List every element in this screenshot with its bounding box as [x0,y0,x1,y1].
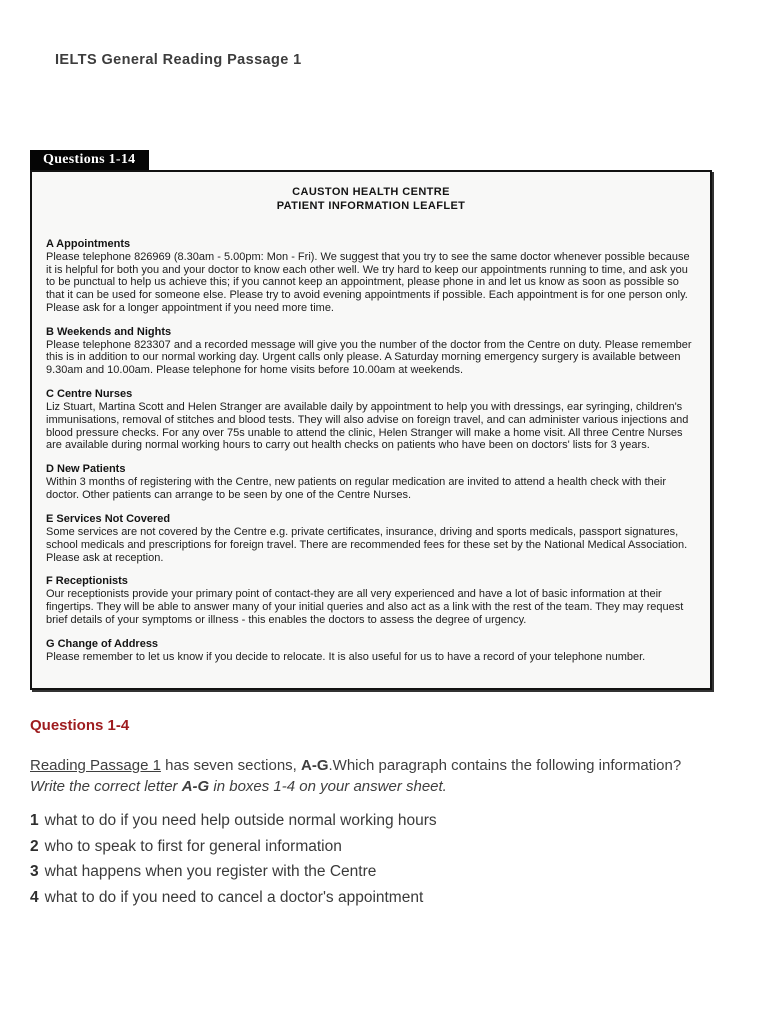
leaflet-section-services-not-covered [46,513,696,564]
question-items [30,808,710,910]
section-title: E Services Not Covered [46,512,171,525]
section-title: C Centre Nurses [46,387,133,400]
reading-passage-reference: Reading Passage 1 [30,757,161,774]
section-body: Please telephone 823307 and a recorded message will give you the number of the doctor from the Centre on duty. Please remember this is in addition to our normal working day. Urgent calls only please. A Saturday morning emergency surgery is available between 9.30am and 10.00am. Please telephone for home visits before 10.00am at weekends. [46,338,692,377]
leaflet-section-appointments [46,238,696,315]
section-body: Our receptionists provide your primary point of contact-they are all very experienced and have a lot of basic information at their fingertips. They will be able to answer many of your initial queries and also act as a link with the rest of the team. They may request brief details of your symptoms or illness - this enables the doctors to assess the degree of urgency. [46,588,684,626]
leaflet-section-weekends-nights [46,326,696,377]
leaflet-heading [46,185,696,214]
leaflet-section-receptionists [46,575,696,626]
section-body: Some services are not covered by the Centre e.g. private certificates, insurance, driving and sports medicals, passport signatures, school medicals and prescriptions for foreign travel. There are recommended fees for these set by the National Medical Association. Please ask at reception. [46,526,688,564]
section-range: A-G [301,757,329,774]
leaflet-section-new-patients [46,463,696,502]
instruction-mid: has seven sections, [160,757,302,774]
section-body: Please telephone 826969 (8.30am - 5.00pm: Mon - Fri). We suggest that you try to see the same doctor whenever possible because it is helpful for both you and your doctor to know each other well. We try hard to keep our appointments running to time, and ask you to be punctual to help us achieve this; if you cannot keep an appointment, please phone in and let us know as soon as possible so that it can be used for someone else. Please try to avoid evening appointments if possible. Each appointment is for one person only. Please ask for a longer appointment if you need more time. [46,250,690,314]
section-title: A Appointments [46,237,131,250]
question-item-2 [30,834,710,860]
question-number: 2 [30,837,39,855]
section-body: Liz Stuart, Martina Scott and Helen Stranger are available daily by appointment to help you with dressings, ear syringing, children's immunisations, removal of stitches and blood tests. They will also advise on foreign travel, and can administer various injections and blood pressure checks. For any over 75s unable to attend the clinic, Helen Stranger will make a home visit. All three Centre Nurses are available during normal working hours to carry out health checks on patients who have been on doctors' lists for 3 years. [46,401,689,452]
write-suffix: in boxes 1-4 on your answer sheet. [209,778,447,795]
write-prefix: Write the correct letter [30,778,182,795]
instruction-line [30,755,710,776]
patient-information-leaflet [30,170,712,690]
section-title: B Weekends and Nights [46,325,172,338]
questions-1-14-banner: Questions 1-14 [30,150,149,171]
question-item-1 [30,808,710,834]
write-letter-instruction [30,776,710,797]
page-title: IELTS General Reading Passage 1 [55,52,302,68]
questions-1-4-instructions [30,755,710,797]
instruction-suffix: .Which paragraph contains the following information? [328,757,682,774]
question-number: 4 [30,888,39,906]
question-item-3 [30,859,710,885]
section-body: Please remember to let us know if you decide to relocate. It is also useful for us to have a record of your telephone number. [46,650,646,663]
question-text: who to speak to first for general information [44,837,342,855]
section-title: F Receptionists [46,575,128,588]
question-number: 3 [30,863,39,880]
questions-1-4-heading: Questions 1-4 [30,717,130,734]
leaflet-heading-line2: PATIENT INFORMATION LEAFLET [276,200,466,213]
question-number: 1 [30,812,39,829]
question-text: what to do if you need to cancel a doctor's appointment [44,888,424,906]
question-text: what happens when you register with the Centre [44,863,377,880]
section-body: Within 3 months of registering with the Centre, new patients on regular medication are invited to attend a health check with their doctor. Other patients can arrange to be seen by one of the Centre Nurses. [46,476,667,502]
leaflet-section-centre-nurses [46,388,696,452]
leaflet-heading-line1: CAUSTON HEALTH CENTRE [292,186,450,198]
question-item-4 [30,885,710,911]
write-range: A-G [181,778,210,795]
question-text: what to do if you need help outside normal working hours [44,812,437,829]
section-title: G Change of Address [46,637,159,650]
section-title: D New Patients [46,463,126,476]
leaflet-section-change-of-address [46,638,696,664]
